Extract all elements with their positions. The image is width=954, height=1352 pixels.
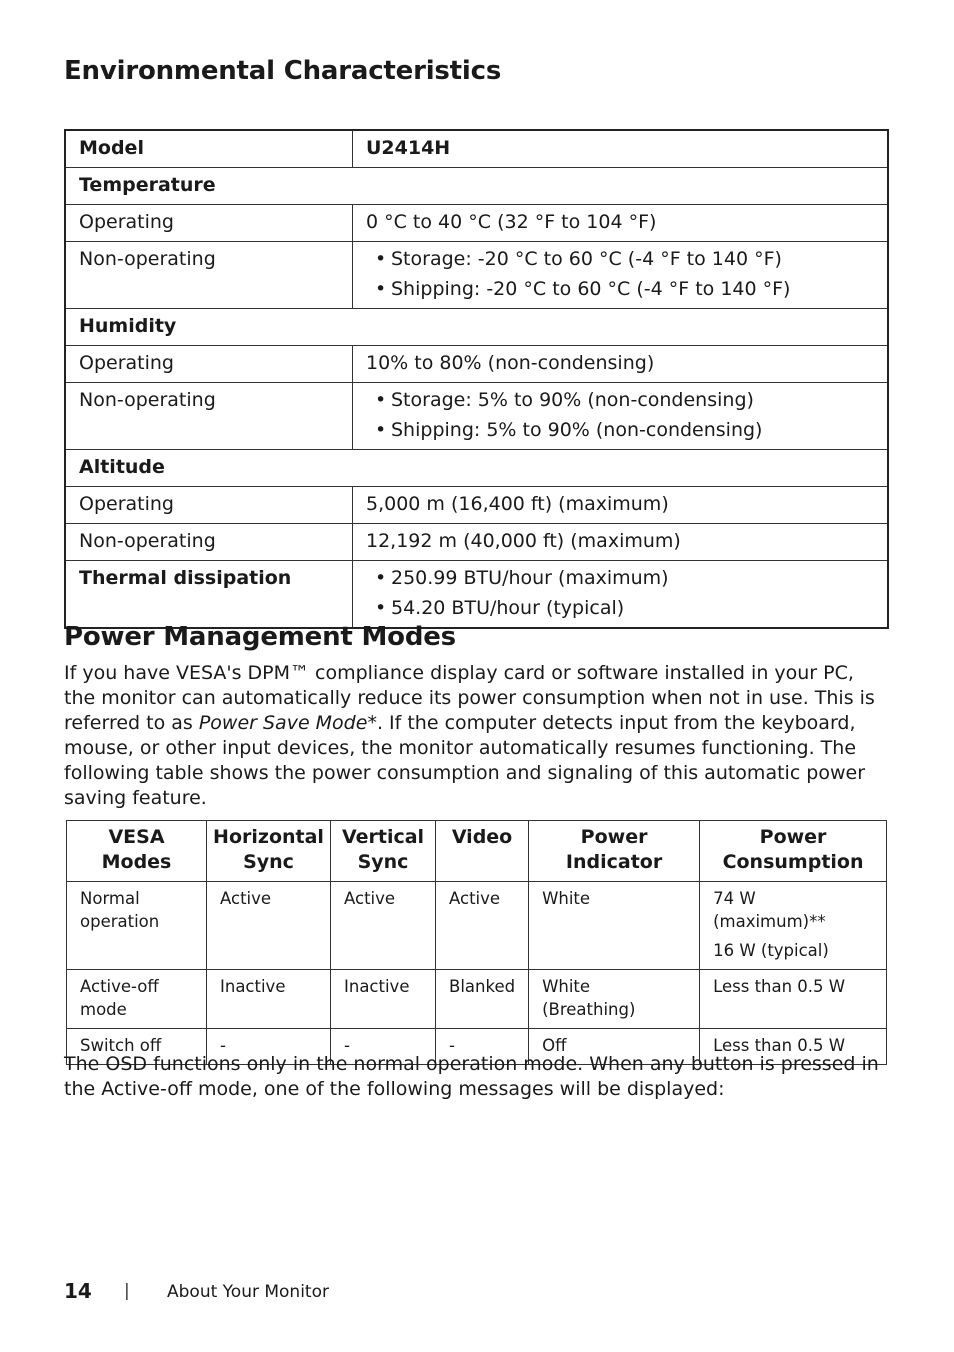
column-header: Power Consumption (700, 821, 887, 882)
table-row (65, 524, 888, 561)
cell-vsync: Inactive (331, 970, 436, 1029)
list-item: • 250.99 BTU/hour (maximum) (366, 566, 874, 590)
altitude-operating-value: 5,000 m (16,400 ft) (maximum) (353, 487, 889, 524)
cell-hsync: - (207, 1029, 331, 1065)
cell-mode: Active-off mode (67, 970, 207, 1029)
consumption-line: 16 W (typical) (713, 941, 829, 960)
table-row (65, 450, 888, 487)
table-header-row (67, 821, 887, 882)
temperature-nonop-label: Non-operating (65, 242, 353, 309)
thermal-value (353, 561, 889, 629)
column-header: Horizontal Sync (207, 821, 331, 882)
cell-indicator: White (Breathing) (529, 970, 700, 1029)
humidity-operating-label: Operating (65, 346, 353, 383)
humidity-label: Humidity (65, 309, 888, 346)
intro-text: *. If the computer detects input from the keyboard, mouse, or other input devices, the monitor automatically resumes functioning. The following table shows the power consumption and signaling of this automatic power saving feature. (64, 712, 866, 809)
intro-italic-term: Power Save Mode (198, 712, 368, 734)
table-row (65, 561, 888, 629)
model-label: Model (65, 130, 353, 168)
page-number: 14 (64, 1279, 92, 1303)
list-item: • Storage: 5% to 90% (non-condensing) (366, 388, 874, 412)
list-item: • 54.20 BTU/hour (typical) (366, 596, 874, 620)
temperature-operating-label: Operating (65, 205, 353, 242)
cell-hsync: Active (207, 882, 331, 970)
model-value: U2414H (353, 130, 889, 168)
power-modes-table (66, 820, 887, 1065)
column-header: Vertical Sync (331, 821, 436, 882)
table-row (65, 309, 888, 346)
table-row (65, 130, 888, 168)
table-row (65, 205, 888, 242)
altitude-nonop-value: 12,192 m (40,000 ft) (maximum) (353, 524, 889, 561)
table-row (67, 882, 887, 970)
power-management-intro (64, 661, 889, 811)
cell-mode: Switch off (67, 1029, 207, 1065)
table-row (65, 383, 888, 450)
list-item: • Shipping: 5% to 90% (non-condensing) (366, 418, 874, 442)
column-header: Video (436, 821, 529, 882)
cell-video: Active (436, 882, 529, 970)
cell-consumption (700, 882, 887, 970)
altitude-label: Altitude (65, 450, 888, 487)
bullet-list (366, 388, 874, 442)
humidity-nonop-label: Non-operating (65, 383, 353, 450)
table-row (67, 970, 887, 1029)
cell-vsync: - (331, 1029, 436, 1065)
cell-indicator: Off (529, 1029, 700, 1065)
list-item: • Shipping: -20 °C to 60 °C (-4 °F to 140 °F) (366, 277, 874, 301)
cell-indicator: White (529, 882, 700, 970)
list-item: • Storage: -20 °C to 60 °C (-4 °F to 140 °F) (366, 247, 874, 271)
osd-note: The OSD functions only in the normal operation mode. When any button is pressed in the Active-off mode, one of the following messages will be displayed: (64, 1053, 879, 1100)
altitude-operating-label: Operating (65, 487, 353, 524)
altitude-nonop-label: Non-operating (65, 524, 353, 561)
consumption-line: Less than 0.5 W (713, 1036, 846, 1055)
consumption-line: 74 W (maximum)** (713, 889, 826, 931)
footer-section-title: About Your Monitor (167, 1282, 329, 1302)
column-header: VESA Modes (67, 821, 207, 882)
humidity-operating-value: 10% to 80% (non-condensing) (353, 346, 889, 383)
table-row (65, 346, 888, 383)
temperature-label: Temperature (65, 168, 888, 205)
thermal-label: Thermal dissipation (65, 561, 353, 629)
humidity-nonop-value (353, 383, 889, 450)
table-row (65, 168, 888, 205)
footer-separator: | (124, 1281, 130, 1301)
bullet-list (366, 247, 874, 301)
temperature-operating-value: 0 °C to 40 °C (32 °F to 104 °F) (353, 205, 889, 242)
cell-video: Blanked (436, 970, 529, 1029)
cell-video: - (436, 1029, 529, 1065)
cell-vsync: Active (331, 882, 436, 970)
bullet-list (366, 566, 874, 620)
consumption-line: Less than 0.5 W (713, 977, 846, 996)
cell-consumption (700, 970, 887, 1029)
table-row (65, 242, 888, 309)
cell-hsync: Inactive (207, 970, 331, 1029)
temperature-nonop-value (353, 242, 889, 309)
section-title-power-management: Power Management Modes (64, 622, 456, 652)
cell-mode: Normal operation (67, 882, 207, 970)
intro-text: If you have VESA's DPM™ compliance display card or software installed in your PC, the monitor can automatically reduce its power consumption when not in use. This is referred to as (64, 662, 875, 734)
environmental-table (64, 129, 889, 629)
section-title-environmental: Environmental Characteristics (64, 56, 502, 86)
column-header: Power Indicator (529, 821, 700, 882)
table-row (65, 487, 888, 524)
